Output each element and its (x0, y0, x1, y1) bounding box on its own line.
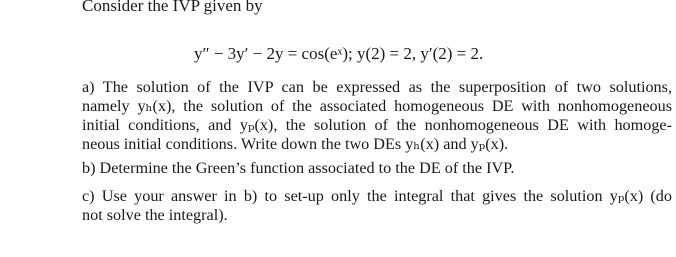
part-b (82, 159, 672, 178)
part-c-line: not solve the integral). (82, 206, 228, 224)
problem-intro: Consider the IVP given by (82, 0, 263, 15)
part-a (82, 78, 672, 154)
ivp-equation: y″ − 3y′ − 2y = cos(eˣ); y(2) = 2, y′(2) = 2. (194, 44, 484, 63)
part-a-line: namely yₕ(x), the solution of the associated homogeneous DE with nonhomogeneous (82, 97, 672, 115)
part-a-line: a) The solution of the IVP can be expressed as the superposition of two solutions, (82, 78, 672, 96)
part-b-line: b) Determine the Green’s function associated to the DE of the IVP. (82, 159, 515, 177)
part-c (82, 187, 672, 225)
part-c-line: c) Use your answer in b) to set-up only the integral that gives the solution yₚ(x) (do (82, 187, 672, 205)
part-a-line: neous initial conditions. Write down the two DEs yₕ(x) and yₚ(x). (82, 135, 509, 153)
part-a-line: initial conditions, and yₚ(x), the solution of the nonhomogeneous DE with homoge- (82, 116, 672, 134)
